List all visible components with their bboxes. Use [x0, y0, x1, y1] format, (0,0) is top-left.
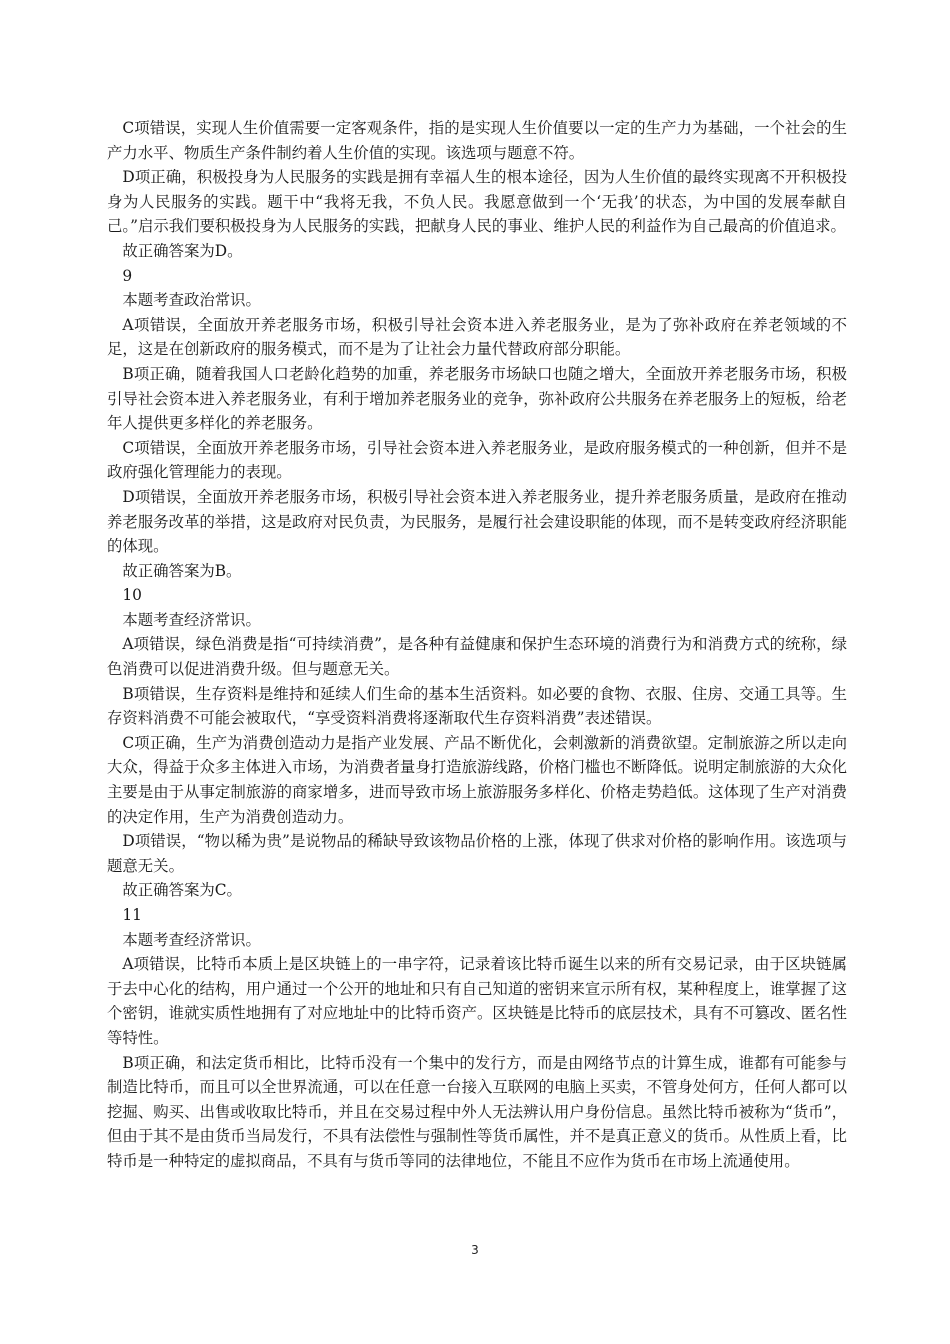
paragraph: 故正确答案为B。 — [122, 561, 242, 580]
paragraph: C项错误，实现人生价值需要一定客观条件，指的是实现人生价值要以一定的生产力为基础，一个社会的生产力水平、物质生产条件制约着人生价值的实现。该选项与题意不符。 — [107, 119, 847, 162]
paragraph: D项正确，积极投身为人民服务的实践是拥有幸福人生的根本途径，因为人生价值的最终实现离不开积极投身为人民服务的实践。题干中“我将无我，不负人民。我愿意做到一个‘无我’的状态，为中国的发展奉献自己。”启示我们要积极投身为人民服务的实践，把献身人民的事业、维护人民的利益作为自己最高的价值追求。 — [107, 168, 847, 236]
paragraph: B项正确，随着我国人口老龄化趋势的加重，养老服务市场缺口也随之增大，全面放开养老服务市场，积极引导社会资本进入养老服务业，有利于增加养老服务业的竞争，弥补政府公共服务在养老服务上的短板，给老年人提供更多样化的养老服务。 — [107, 364, 847, 433]
page-number: 3 — [471, 1243, 479, 1257]
answer-explanations — [107, 116, 847, 1174]
paragraph: A项错误，全面放开养老服务市场，积极引导社会资本进入养老服务业，是为了弥补政府在养老领域的不足，这是在创新政府的服务模式，而不是为了让社会力量代替政府部分职能。 — [107, 315, 847, 359]
paragraph: 故正确答案为D。 — [122, 241, 243, 260]
paragraph: 本题考查政治常识。 — [122, 291, 261, 310]
paragraph: C项错误，全面放开养老服务市场，引导社会资本进入养老服务业，是政府服务模式的一种创新，但并不是政府强化管理能力的表现。 — [107, 438, 847, 482]
paragraph: D项错误，“物以稀为贵”是说物品的稀缺导致该物品价格的上涨，体现了供求对价格的影响作用。该选项与题意无关。 — [107, 832, 847, 875]
paragraph: B项正确，和法定货币相比，比特币没有一个集中的发行方，而是由网络节点的计算生成，谁都有可能参与制造比特币，而且可以全世界流通，可以在任意一台接入互联网的电脑上买卖，不管身处何方，任何人都可以挖掘、购买、出售或收取比特币，并且在交易过程中外人无法辨认用户身份信息。虽然比特币被称为“货币”，但由于其不是由货币当局发行，不具有法偿性与强制性等货币属性，并不是真正意义的货币。从性质上看，比特币是一种特定的虚拟商品，不具有与货币等同的法律地位，不能且不应作为货币在市场上流通使用。 — [107, 1053, 847, 1170]
question-number: 10 — [122, 586, 142, 605]
question-number: 11 — [122, 906, 142, 924]
paragraph: A项错误，比特币本质上是区块链上的一串字符，记录着该比特币诞生以来的所有交易记录，由于区块链属于去中心化的结构，用户通过一个公开的地址和只有自己知道的密钥来宣示所有权，某种程度上，谁掌握了这个密钥，谁就实质性地拥有了对应地址中的比特币资产。区块链是比特币的底层技术，具有不可篡改、匿名性等特性。 — [107, 955, 847, 1047]
paragraph: A项错误，绿色消费是指“可持续消费”，是各种有益健康和保护生态环境的消费行为和消费方式的统称，绿色消费可以促进消费升级。但与题意无关。 — [107, 635, 847, 679]
paragraph: C项正确，生产为消费创造动力是指产业发展、产品不断优化，会刺激新的消费欲望。定制旅游之所以走向大众，得益于众多主体进入市场，为消费者量身打造旅游线路，价格门槛也不断降低。说明定制旅游的大众化主要是由于从事定制旅游的商家增多，进而导致市场上旅游服务多样化、价格走势趋低。这体现了生产对消费的决定作用，生产为消费创造动力。 — [107, 733, 847, 826]
paragraph: 本题考查经济常识。 — [122, 930, 261, 949]
paragraph: B项错误，生存资料是维持和延续人们生命的基本生活资料。如必要的食物、衣服、住房、交通工具等。生存资料消费不可能会被取代，“享受资料消费将逐渐取代生存资料消费”表述错误。 — [107, 684, 847, 728]
paragraph: D项错误，全面放开养老服务市场，积极引导社会资本进入养老服务业，提升养老服务质量，是政府在推动养老服务改革的举措，这是政府对民负责，为民服务，是履行社会建设职能的体现，而不是转变政府经济职能的体现。 — [107, 487, 847, 556]
paragraph: 故正确答案为C。 — [122, 881, 242, 900]
question-number: 9 — [122, 266, 133, 285]
paragraph: 本题考查经济常识。 — [122, 610, 261, 629]
